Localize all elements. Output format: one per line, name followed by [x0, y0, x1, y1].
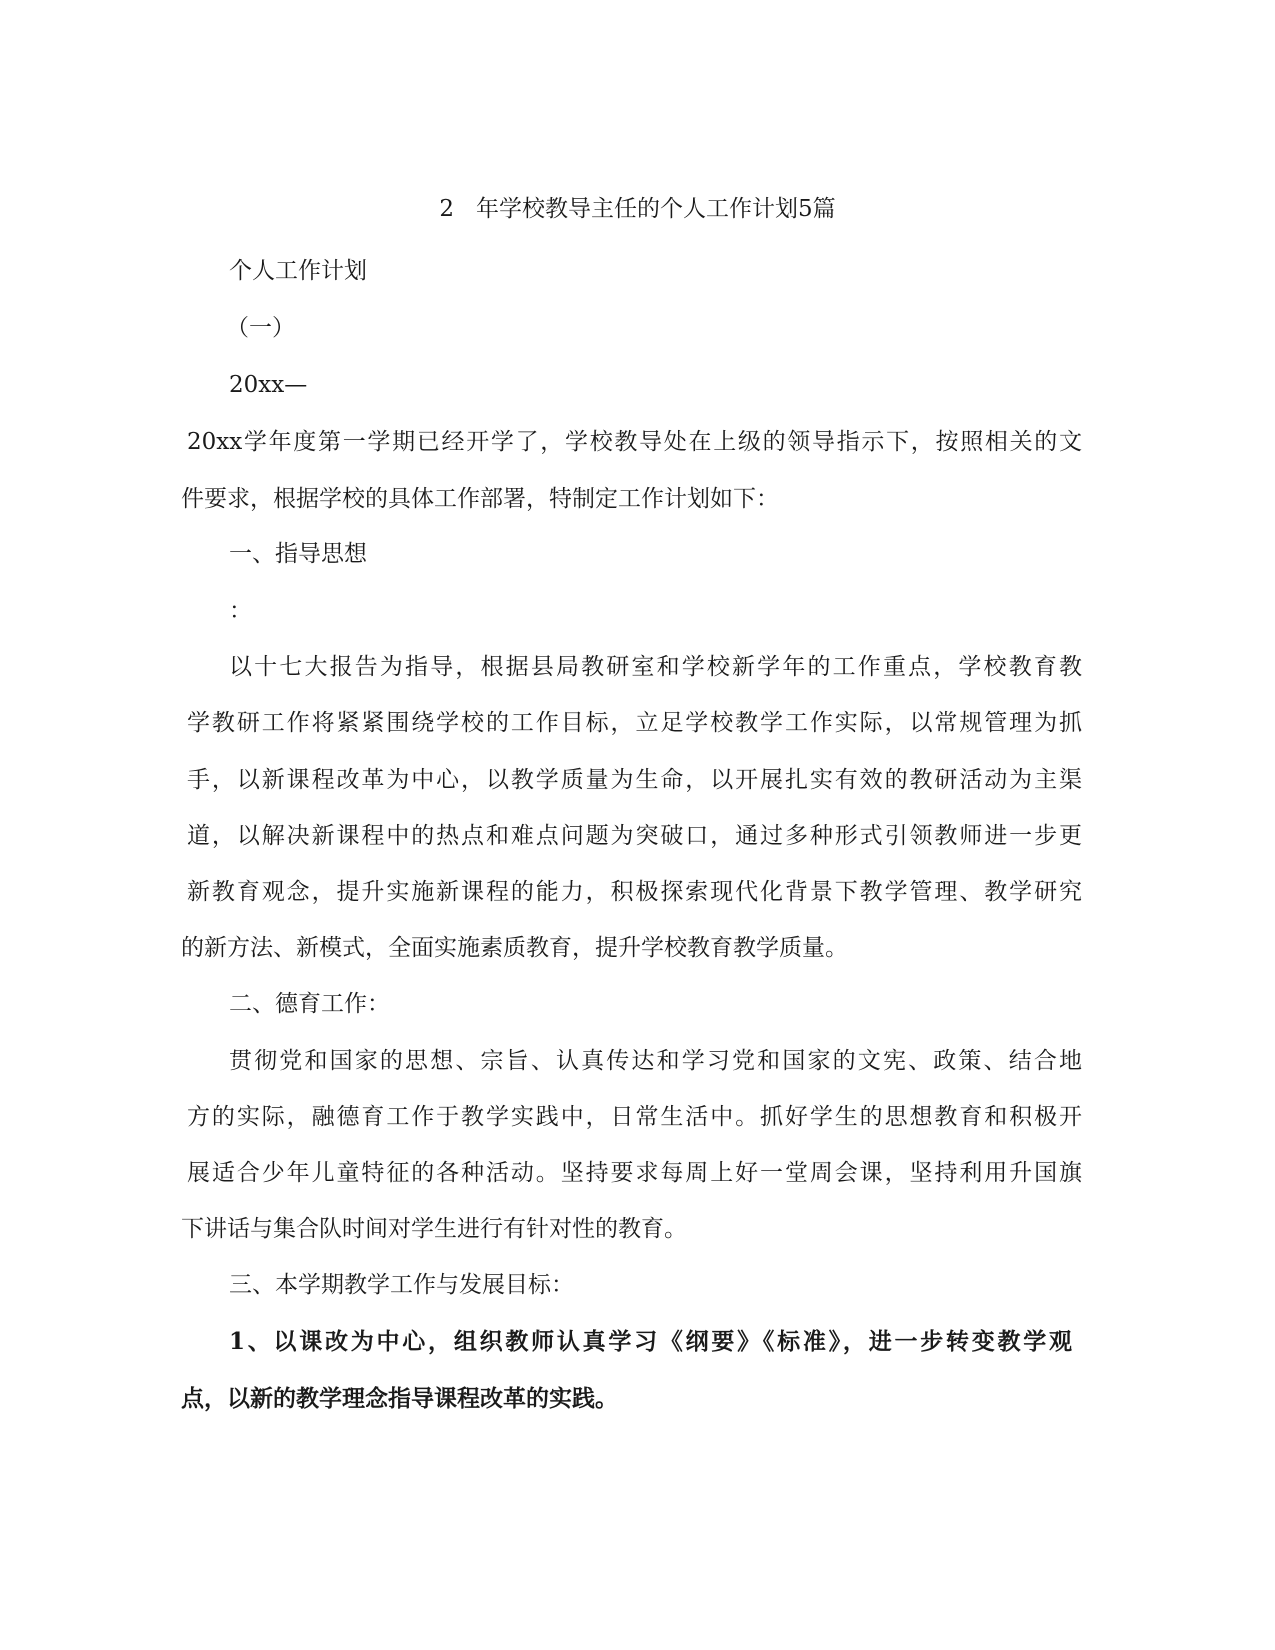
title-year: 2 — [439, 196, 454, 222]
section3-item1-line: 1、以课改为中心，组织教师认真学习《纲要》《标准》，进一步转变教学观 — [229, 1328, 1072, 1355]
section3-item1-line: 点，以新的教学理念指导课程改革的实践。 — [181, 1385, 618, 1412]
title-text: 年学校教导主任的个人工作计划5篇 — [476, 196, 836, 222]
section2-paragraph-line: 贯彻党和国家的思想、宗旨、认真传达和学习党和国家的文宪、政策、结合地 — [229, 1048, 1082, 1074]
section1-paragraph-line: 新教育观念，提升实施新课程的能力，积极探索现代化背景下教学管理、教学研究 — [187, 879, 1082, 905]
heading: 个人工作计划 — [229, 258, 367, 284]
section1-title: 一、指导思想 — [229, 541, 367, 567]
section-number: （一） — [226, 315, 295, 341]
year-range: 20xx— — [229, 372, 308, 398]
section2-title: 二、德育工作： — [229, 991, 390, 1017]
section1-paragraph-line: 的新方法、新模式，全面实施素质教育，提升学校教育教学质量。 — [181, 935, 848, 961]
section1-paragraph-line: 道，以解决新课程中的热点和难点问题为突破口，通过多种形式引领教师进一步更 — [187, 823, 1082, 849]
document-title — [0, 194, 1275, 224]
intro-line: 20xx学年度第一学期已经开学了，学校教导处在上级的领导指示下，按照相关的文 — [187, 429, 1082, 455]
section1-paragraph-line: 手，以新课程改革为中心，以教学质量为生命，以开展扎实有效的教研活动为主渠 — [187, 767, 1082, 793]
section1-paragraph-line: 学教研工作将紧紧围绕学校的工作目标，立足学校教学工作实际，以常规管理为抓 — [187, 710, 1082, 736]
section1-paragraph-line: 以十七大报告为指导，根据县局教研室和学校新学年的工作重点，学校教育教 — [229, 654, 1082, 680]
section2-paragraph-line: 展适合少年儿童特征的各种活动。坚持要求每周上好一堂周会课，坚持利用升国旗 — [187, 1160, 1082, 1186]
section3-title: 三、本学期教学工作与发展目标： — [229, 1272, 574, 1298]
section2-paragraph-line: 下讲话与集合队时间对学生进行有针对性的教育。 — [181, 1216, 687, 1242]
colon-mark: ： — [229, 598, 252, 624]
section2-paragraph-line: 方的实际，融德育工作于教学实践中，日常生活中。抓好学生的思想教育和积极开 — [187, 1104, 1082, 1130]
intro-line: 件要求，根据学校的具体工作部署，特制定工作计划如下： — [181, 486, 779, 512]
